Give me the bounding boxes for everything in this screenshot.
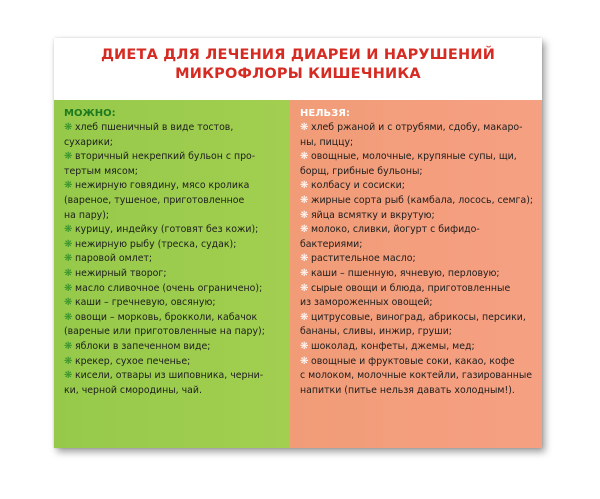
flower-bullet-icon: ❋ <box>64 224 73 236</box>
list-item-text: шоколад, конфеты, джемы, мед; <box>311 340 475 352</box>
list-item <box>64 121 284 150</box>
list-item-line <box>300 267 536 282</box>
flower-bullet-icon: ❋ <box>64 267 73 279</box>
list-item-text: сырые овощи и блюда, приготовленные <box>311 282 511 294</box>
list-item <box>300 355 536 399</box>
list-item-text: бананы, сливы, инжир, груши; <box>300 326 452 338</box>
list-item-line <box>64 311 284 326</box>
flower-bullet-icon: ❋ <box>300 340 309 352</box>
allowed-panel <box>54 100 290 448</box>
list-item <box>64 296 284 311</box>
flower-bullet-icon: ❋ <box>64 122 73 133</box>
flower-bullet-icon: ❋ <box>300 253 309 265</box>
list-item-line <box>300 296 536 311</box>
forbidden-list <box>300 121 536 398</box>
list-item-text: жирные сорта рыб (камбала, лосось, семга); <box>311 194 534 206</box>
flower-bullet-icon: ❋ <box>64 238 73 250</box>
list-item-line <box>64 369 284 384</box>
list-item <box>300 194 536 209</box>
flower-bullet-icon: ❋ <box>300 355 309 367</box>
list-item-text: сухарики; <box>64 136 113 148</box>
list-item-text: колбасу и сосиски; <box>311 180 405 192</box>
list-item <box>300 311 536 340</box>
list-item-text: бактериями; <box>300 238 363 250</box>
allowed-list <box>64 121 284 398</box>
list-item-text: масло сливочное (очень ограничено); <box>75 282 263 294</box>
list-item <box>64 340 284 355</box>
list-item-text: каши – гречневую, овсяную; <box>75 297 216 309</box>
list-item-text: ны, пиццу; <box>300 136 354 148</box>
list-item-text: хлеб ржаной и с отрубями, сдобу, макаро- <box>311 122 523 133</box>
card-title <box>54 46 542 84</box>
list-item-text: паровой омлет; <box>75 253 153 265</box>
list-item-line <box>64 238 284 253</box>
flower-bullet-icon: ❋ <box>300 267 309 279</box>
list-item-text: нежирную рыбу (треска, судак); <box>75 238 237 250</box>
flower-bullet-icon: ❋ <box>300 311 309 323</box>
forbidden-heading: НЕЛЬЗЯ: <box>300 108 350 119</box>
list-item-text: кисели, отвары из шиповника, черни- <box>75 370 264 382</box>
list-item-line <box>64 296 284 311</box>
flower-bullet-icon: ❋ <box>300 224 309 236</box>
list-item-text: курицу, индейку (готовят без кожи); <box>75 224 259 236</box>
list-item <box>300 209 536 224</box>
list-item-line <box>300 340 536 355</box>
list-item-line <box>64 252 284 267</box>
list-item-line <box>300 179 536 194</box>
list-item-line <box>300 238 536 253</box>
list-item-line <box>300 209 536 224</box>
list-item-line <box>64 355 284 370</box>
list-item-line <box>300 282 536 297</box>
flower-bullet-icon: ❋ <box>64 282 73 294</box>
flower-bullet-icon: ❋ <box>300 151 309 163</box>
list-item-line <box>64 282 284 297</box>
forbidden-panel <box>290 100 542 448</box>
list-item-line <box>64 165 284 180</box>
list-item-line <box>64 121 284 136</box>
list-item-text: (вареное, тушеное, приготовленное <box>64 194 245 206</box>
list-item-line <box>64 325 284 340</box>
list-item-line <box>64 384 284 399</box>
flower-bullet-icon: ❋ <box>64 340 73 352</box>
list-item-line <box>300 223 536 238</box>
list-item <box>64 223 284 238</box>
list-item-line <box>64 136 284 151</box>
list-item <box>300 340 536 355</box>
flower-bullet-icon: ❋ <box>64 355 73 367</box>
flower-bullet-icon: ❋ <box>300 122 309 133</box>
list-item <box>64 150 284 179</box>
title-line-1: ДИЕТА ДЛЯ ЛЕЧЕНИЯ ДИАРЕИ И НАРУШЕНИЙ <box>100 47 496 63</box>
list-item <box>64 369 284 398</box>
list-item-line <box>64 267 284 282</box>
list-item-line <box>300 136 536 151</box>
allowed-heading: МОЖНО: <box>64 108 116 119</box>
list-item-text: хлеб пшеничный в виде тостов, <box>75 122 234 133</box>
list-item-line <box>300 369 536 384</box>
list-item-text: борщ, грибные бульоны; <box>300 165 423 177</box>
list-item-line <box>300 252 536 267</box>
list-item <box>300 267 536 282</box>
list-item-text: крекер, сухое печенье; <box>75 355 191 367</box>
list-item-line <box>300 325 536 340</box>
list-item <box>300 223 536 252</box>
list-item-text: из замороженных овощей; <box>300 297 433 309</box>
list-item-text: яблоки в запеченном виде; <box>75 340 211 352</box>
list-item-text: вторичный некрепкий бульон с про- <box>75 151 256 163</box>
list-item-text: цитрусовые, виноград, абрикосы, персики, <box>311 311 526 323</box>
list-item <box>300 282 536 311</box>
flower-bullet-icon: ❋ <box>64 311 73 323</box>
list-item-line <box>64 194 284 209</box>
list-item-line <box>64 179 284 194</box>
list-item-text: овощные, молочные, крупяные супы, щи, <box>311 151 517 163</box>
list-item <box>300 252 536 267</box>
list-item <box>300 179 536 194</box>
list-item <box>64 252 284 267</box>
title-line-2: МИКРОФЛОРЫ КИШЕЧНИКА <box>175 66 421 82</box>
flower-bullet-icon: ❋ <box>300 180 309 192</box>
list-item-line <box>64 150 284 165</box>
list-item-text: на пару); <box>64 209 110 221</box>
list-item <box>64 179 284 223</box>
diet-card <box>54 38 542 448</box>
list-item-line <box>300 165 536 180</box>
list-item-text: яйца всмятку и вкрутую; <box>311 209 435 221</box>
flower-bullet-icon: ❋ <box>300 282 309 294</box>
list-item <box>64 267 284 282</box>
list-item-text: напитки (питье нельзя давать холодным!). <box>300 384 515 396</box>
list-item <box>64 311 284 340</box>
flower-bullet-icon: ❋ <box>300 209 309 221</box>
list-item-text: каши – пшенную, ячневую, перловую; <box>311 267 500 279</box>
list-item-text: растительное масло; <box>311 253 416 265</box>
list-item-line <box>300 384 536 399</box>
list-item-text: молоко, сливки, йогурт с бифидо- <box>311 224 480 236</box>
list-item-text: нежирный творог; <box>75 267 167 279</box>
list-item-text: нежирную говядину, мясо кролика <box>75 180 250 192</box>
flower-bullet-icon: ❋ <box>64 297 73 309</box>
flower-bullet-icon: ❋ <box>64 151 73 163</box>
list-item-text: с молоком, молочные коктейли, газированные <box>300 370 533 382</box>
list-item <box>64 238 284 253</box>
list-item-text: овощи – морковь, брокколи, кабачок <box>75 311 258 323</box>
list-item-line <box>300 194 536 209</box>
list-item-line <box>64 209 284 224</box>
list-item-text: тертым мясом; <box>64 165 138 177</box>
flower-bullet-icon: ❋ <box>64 180 73 192</box>
list-item-line <box>300 311 536 326</box>
list-item <box>300 150 536 179</box>
list-item <box>64 355 284 370</box>
list-item-line <box>300 355 536 370</box>
list-item-text: (вареные или приготовленные на пару); <box>64 326 265 338</box>
list-item-text: ки, черной смородины, чай. <box>64 384 202 396</box>
list-item-line <box>64 223 284 238</box>
flower-bullet-icon: ❋ <box>64 370 73 382</box>
flower-bullet-icon: ❋ <box>64 253 73 265</box>
list-item-line <box>300 121 536 136</box>
list-item-line <box>64 340 284 355</box>
flower-bullet-icon: ❋ <box>300 194 309 206</box>
list-item <box>300 121 536 150</box>
list-item-line <box>300 150 536 165</box>
list-item <box>64 282 284 297</box>
list-item-text: овощные и фруктовые соки, какао, кофе <box>311 355 515 367</box>
